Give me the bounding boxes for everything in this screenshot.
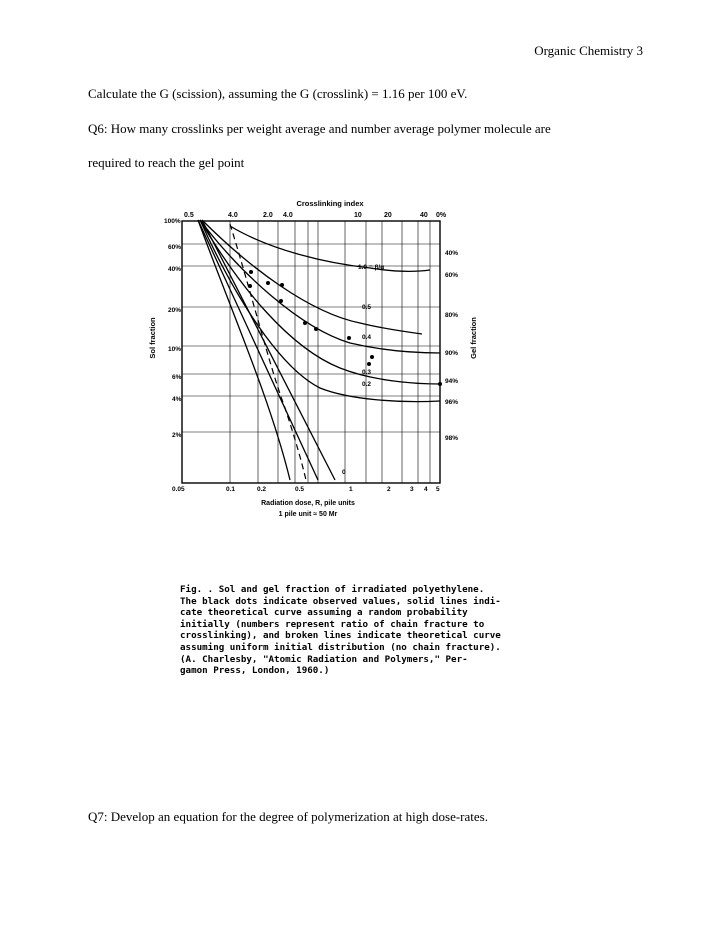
left-tick: 100% xyxy=(164,218,181,225)
left-tick: 60% xyxy=(168,244,182,251)
bottom-tick: 0.1 xyxy=(226,486,236,493)
bottom-tick: 3 xyxy=(410,486,414,493)
curve-label: 0 xyxy=(342,469,346,476)
data-point xyxy=(303,321,307,325)
data-point xyxy=(314,327,318,331)
right-tick: 96% xyxy=(445,399,459,406)
left-tick: 4% xyxy=(172,396,182,403)
data-point xyxy=(370,355,374,359)
top-tick: 4.0 xyxy=(283,212,293,219)
top-tick: 0.5 xyxy=(184,212,194,219)
question-q6-line2: required to reach the gel point xyxy=(88,155,245,170)
caption-line: assuming uniform initial distribution (no chain fracture). xyxy=(180,641,501,653)
curve-label: 0.4 xyxy=(362,334,372,341)
right-tick: 40% xyxy=(445,250,459,257)
bottom-tick: 1 xyxy=(349,486,353,493)
top-tick: 0% xyxy=(436,212,447,219)
right-tick: 94% xyxy=(445,378,459,385)
bottom-tick: 0.2 xyxy=(257,486,267,493)
right-tick: 80% xyxy=(445,312,459,319)
top-tick: 10 xyxy=(354,212,362,219)
bottom-tick: 2 xyxy=(387,486,391,493)
data-point xyxy=(266,281,270,285)
top-axis-title: Crosslinking index xyxy=(296,199,364,208)
bottom-tick: 5 xyxy=(436,486,440,493)
data-point xyxy=(248,284,252,288)
curve-label: 0.3 xyxy=(362,369,372,376)
left-axis-title: Sol fraction xyxy=(148,317,157,359)
bottom-tick: 0.5 xyxy=(295,486,305,493)
caption-line: (A. Charlesby, "Atomic Radiation and Polymers," Per- xyxy=(180,653,468,665)
caption-line: initially (numbers represent ratio of chain fracture to xyxy=(180,618,485,630)
left-tick: 6% xyxy=(172,374,182,381)
left-tick: 10% xyxy=(168,346,182,353)
left-tick: 20% xyxy=(168,307,182,314)
data-point xyxy=(367,362,371,366)
curve-beta-1.0 xyxy=(230,226,430,271)
curve-label: 1.0 = β/α xyxy=(358,264,385,271)
curve-broken-uniform xyxy=(230,224,306,480)
data-point xyxy=(279,299,283,303)
right-tick: 60% xyxy=(445,272,459,279)
top-tick: 2.0 xyxy=(263,212,273,219)
figure-caption xyxy=(180,584,501,677)
left-tick: 2% xyxy=(172,432,182,439)
top-tick: 4.0 xyxy=(228,212,238,219)
right-axis-title: Gel fraction xyxy=(469,317,478,359)
curve-label: 0.5 xyxy=(362,304,372,311)
question-q7: Q7: Develop an equation for the degree of polymerization at high dose-rates. xyxy=(88,809,488,824)
sol-gel-figure xyxy=(140,188,478,528)
caption-line: Fig. . Sol and gel fraction of irradiated polyethylene. xyxy=(180,584,485,595)
caption-line: The black dots indicate observed values, solid lines indi- xyxy=(180,595,501,607)
data-point xyxy=(347,336,351,340)
data-point xyxy=(438,382,442,386)
data-point xyxy=(280,283,284,287)
curve-beta-0.2 xyxy=(200,220,440,402)
x-axis-label-line1: Radiation dose, R, pile units xyxy=(261,500,355,507)
question-line-scission: Calculate the G (scission), assuming the G (crosslink) = 1.16 per 100 eV. xyxy=(88,86,468,101)
right-tick: 98% xyxy=(445,435,459,442)
caption-line: gamon Press, London, 1960.) xyxy=(180,665,330,677)
data-point xyxy=(249,270,253,274)
right-tick: 90% xyxy=(445,350,459,357)
caption-line: crosslinking), and broken lines indicate theoretical curve xyxy=(180,630,501,642)
question-q6-line1: Q6: How many crosslinks per weight average and number average polymer molecule are xyxy=(88,121,551,136)
top-tick: 20 xyxy=(384,212,392,219)
bottom-tick: 0.05 xyxy=(172,486,185,493)
caption-line: cate theoretical curve assuming a random probability xyxy=(180,607,468,619)
bottom-tick: 4 xyxy=(424,486,428,493)
curve-group xyxy=(198,220,440,480)
x-axis-label-line2: 1 pile unit ≈ 50 Mr xyxy=(278,511,338,518)
curve-label: 0.2 xyxy=(362,381,372,388)
top-tick: 40 xyxy=(420,212,428,219)
running-head: Organic Chemistry 3 xyxy=(534,43,643,58)
left-tick: 40% xyxy=(168,266,182,273)
